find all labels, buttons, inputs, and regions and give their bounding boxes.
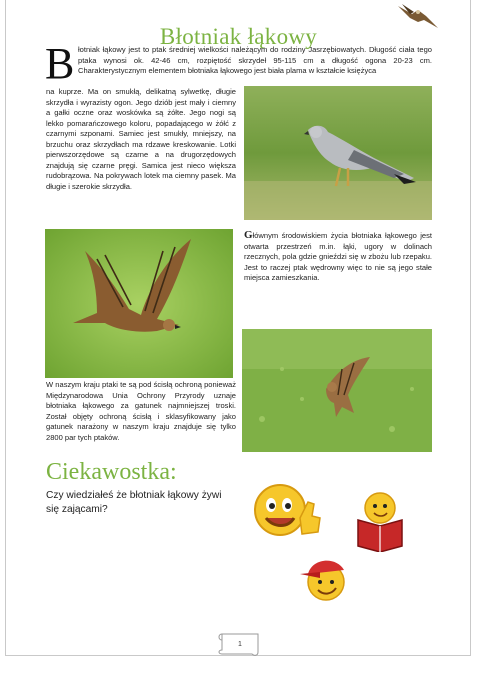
paragraph-intro: łotniak łąkowy jest to ptak średniej wielkości należącym do rodziny Jasrzębiowatych. Długość ciała tego ptaka wynosi ok. 42-46 cm, rozpiętość skrzydeł 95-115 cm a długość ogona 20-23 cm. Charakterystycznym elementem błotniaka łąkowego jest biała plama w kształcie księżyca bbox=[78, 45, 432, 76]
paragraph-protection: W naszym kraju ptaki te są pod ścisłą ochroną ponieważ Międzynarodowa Unia Ochrony Przyrody uznaje błotniaka łąkowego za gatunek najmniejszej troski. Został objęty ochroną ścisłą i sklasyfikowany jako gatunek narażony w naszym kraju znajduje się tylko 2800 par tych ptaków. bbox=[46, 380, 236, 442]
paragraph-habitat-text: łównym środowiskiem życia błotniaka łąkowego jest otwarta przestrzeń m.in. łąki, ugory w dolinach rzecznych, pola gdzie gnieździ się w zbożu lub rzepaku. Jest to raczej ptak wędrowny więc to nie są jego stałe miejsca zamieszkania. bbox=[244, 231, 432, 283]
reading-book-emoji-icon bbox=[356, 490, 408, 552]
paragraph-habitat bbox=[244, 230, 432, 284]
red-cap-emoji-icon bbox=[296, 550, 352, 604]
photo-landing-harrier bbox=[242, 329, 432, 452]
paragraph-habitat-first-letter: G bbox=[244, 229, 253, 241]
photo-male-harrier bbox=[244, 86, 432, 220]
fact-question: Czy wiedziałeś że błotniak łąkowy żywi się zającami? bbox=[46, 490, 222, 515]
photo-flying-harrier bbox=[45, 229, 233, 378]
page-title: Błotniak łąkowy bbox=[159, 24, 318, 49]
thumbs-up-emoji-icon bbox=[250, 480, 322, 540]
page-number: 1 bbox=[238, 641, 242, 648]
drop-cap: B bbox=[45, 39, 75, 88]
paragraph-description: na kuprze. Ma on smukłą, delikatną sylwetkę, długie skrzydła i wyrazisty ogon. Jego dziób jest mały i ciemny a gałki oczne oraz woskówka są żółte. Jego nogi są lekko pomarańczowego koloru, popadającego w żółć z czarnymi szponami. Samiec jest smukły, mniejszy, na brzuchu oraz skrzydłach ma rdzawe kreskowanie. Lotki pierwszorzędowe są czarne a na drugorzędowych znajdują się czarne pręgi. Samica jest nieco większa rudobrązowa. Na pokrywach lotek ma ciemny pasek. Ma długie i szerokie skrzydła. bbox=[46, 87, 236, 191]
fact-heading: Ciekawostka: bbox=[46, 459, 177, 485]
